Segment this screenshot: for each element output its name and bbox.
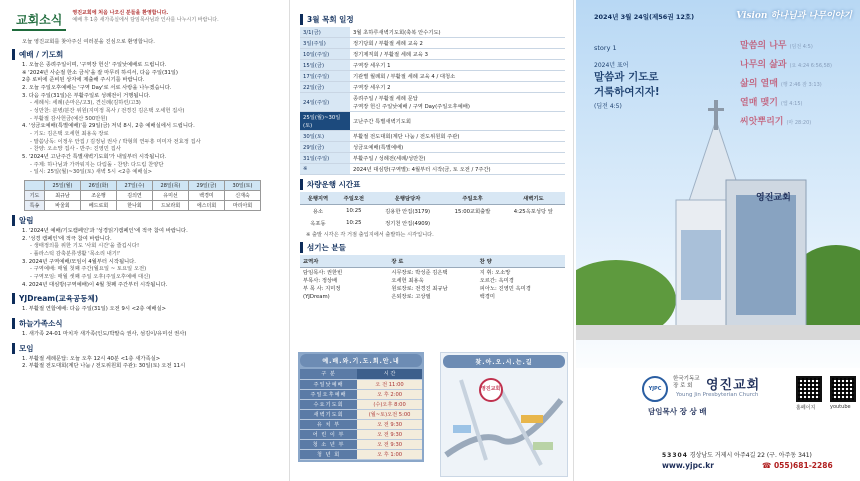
calendar-event: 2024년 대심방(구역별): 4월부터 시작(금, 토 오전 / 7주간) xyxy=(350,164,565,175)
notice-list xyxy=(12,228,281,289)
senior-pastor: 담임목사 장 상 배 xyxy=(648,407,707,416)
bus-cell: 용소 xyxy=(312,209,324,215)
vision-title: Vision 하나님과 나무이야기 xyxy=(736,11,852,21)
worship-item: - 부활절 감사헌금(예산 500만원) xyxy=(30,115,108,122)
calendar-date: ※ xyxy=(300,164,350,175)
bus-header-cell: 운행담당자 xyxy=(372,192,444,205)
theme-reference: (딤전 4:5) xyxy=(594,103,622,111)
prayer-schedule-table xyxy=(24,180,261,211)
calendar-date: 22일(금) xyxy=(300,82,350,93)
vision-verse-ref: (행 2:46 잠 3:13) xyxy=(780,82,822,88)
church-sign-text: 영진교회 xyxy=(756,193,791,203)
calendar-date: 3/1(금) xyxy=(300,27,350,38)
denomination-1: 한국기독교 xyxy=(673,376,700,382)
calendar-row xyxy=(300,164,565,175)
global-list xyxy=(12,331,281,339)
worship-times-cell: 주일오후예배 xyxy=(300,389,357,399)
youtube-qr-label: youtube xyxy=(830,404,851,410)
calendar-row xyxy=(300,82,565,93)
calendar-date: 31일(주일) xyxy=(300,153,350,164)
calendar-heading: 3월 목회 일정 xyxy=(300,14,565,25)
bus-header-cell: 주일오전 xyxy=(336,192,372,205)
worship-times-cell: 새벽기도회 xyxy=(300,409,357,419)
schedule-cell: 기도 xyxy=(25,191,45,201)
worship-times-box xyxy=(298,352,424,462)
servers-col-head: 찬 양 xyxy=(477,255,565,268)
bus-note: ※ 출발 시각은 각 거점 출입지에서 출발하는 시각입니다. xyxy=(306,232,434,238)
schedule-cell: 에스더회 xyxy=(189,201,225,211)
worship-item: 1. 오늘은 종려주일이며, '구역장 헌신' 주일낮예배로 드립니다. xyxy=(22,62,167,68)
directions-title: 찾.아.오.시.는.길 xyxy=(443,355,565,368)
calendar-event: 성금요예배(특별예배) xyxy=(350,142,565,153)
church-address: 53304 경상남도 거제시 아주4길 22 (구. 아주동 341) xyxy=(662,452,812,459)
worship-list xyxy=(12,62,281,177)
bus-row xyxy=(300,217,565,229)
map-drawing xyxy=(441,370,565,470)
church-info xyxy=(576,368,860,481)
worship-item: - 찬양: 오소망 집사 - 반주: 진영민 집사 xyxy=(30,146,121,153)
calendar-row xyxy=(300,131,565,142)
worship-times-cell: 어 린 이 부 xyxy=(300,429,357,439)
vision-verse: 삶의 열매 (행 2:46 잠 3:13) xyxy=(740,79,822,89)
schedule-header-cell: 30일(토) xyxy=(225,181,261,191)
server-entry: 지 휘: 오소망 xyxy=(479,270,511,276)
calendar-event: 정기제직회 / 부활절 세례 교육 3 xyxy=(350,49,565,60)
global-heading: 하늘가족소식 xyxy=(12,318,281,329)
vision-verse: 씨앗뿌리기 (마 28:20) xyxy=(740,117,812,127)
bus-cell: 15:00교회출발 xyxy=(454,209,491,215)
notice-item: 4. 2024년 대심방(구역예배)이 4월 첫째 주간부터 시작됩니다. xyxy=(22,281,168,288)
worship-times-cell: 유 치 부 xyxy=(300,419,357,429)
schedule-cell: 바울회 xyxy=(45,201,81,211)
worship-times-cell: 주일낮예배 xyxy=(300,379,357,389)
schedule-header-cell: 25일(월) xyxy=(45,181,81,191)
theme-label: 2024년 표어 xyxy=(594,62,629,69)
schedule-header-cell: 29일(금) xyxy=(189,181,225,191)
schedule-cell: 김의연 xyxy=(117,191,153,201)
church-building-image xyxy=(576,100,860,340)
schedule-cell: 특송 xyxy=(25,201,45,211)
yj-item: 1. 부활절 연합예배: 다음 주일(31일) 오전 9시 <2층 예배실> xyxy=(22,306,167,313)
worship-item: - 일시: 25일(월)~30일(토) 새벽 5시 <2층 예배실> xyxy=(30,169,153,176)
worship-times-cell: 청 년 회 xyxy=(300,449,357,459)
schedule-cell: 유미선 xyxy=(153,191,189,201)
server-entry: 원로장로: 전경진 최규남 xyxy=(391,285,448,292)
news-note-1: 영진교회에 처음 나오신 분들을 환영합니다. xyxy=(72,10,169,16)
worship-item: 4. '성금요예배(특별예배)'를 29일(금) 저녁 8시, 2층 예배실에서 드립니다. xyxy=(22,123,195,130)
calendar-table xyxy=(300,27,565,175)
worship-item: 5. '2024년 고난주간 특별새벽기도회'가 내일부터 시작됩니다. xyxy=(22,154,167,161)
server-entry: 시무장로: 박성준 김은택 xyxy=(391,270,448,276)
schedule-panel xyxy=(292,0,574,481)
calendar-row xyxy=(300,38,565,49)
church-name: 영진교회 xyxy=(706,378,761,393)
notice-item: - 플라스틱 감축분류생활 '목소리 내기!' xyxy=(30,251,121,258)
yj-list xyxy=(12,306,281,314)
worship-times-row xyxy=(300,379,422,389)
calendar-date: 30일(토) xyxy=(300,131,350,142)
servers-col-head: 교역자 xyxy=(300,255,388,268)
schedule-cell: 백경미 xyxy=(189,191,225,201)
servers-heading: 섬기는 분들 xyxy=(300,242,565,253)
vision-verse-ref: (딤전 4:5) xyxy=(789,44,813,50)
bus-heading: 차량운행 시간표 xyxy=(300,179,565,190)
map-church-label: 영진교회 xyxy=(481,386,501,392)
server-entry: 백경미 xyxy=(479,293,496,300)
worship-heading: 예배 / 기도회 xyxy=(12,49,281,60)
story-label: story 1 xyxy=(594,44,617,52)
calendar-event: 부활주일 / 성례전(세례/성만찬) xyxy=(350,153,565,164)
worship-item: - 주제: 하나님과 가까워지는 다림돌 - 찬양: 다드림 찬양단 xyxy=(30,161,164,168)
homepage-qr-icon[interactable] xyxy=(796,376,822,402)
issue-date: 2024년 3월 24일(제56권 12호) xyxy=(594,13,695,21)
notice-item: 3. 2024년 구역예배/모임이 4월부터 시작됩니다. xyxy=(22,258,136,265)
worship-times-row xyxy=(300,419,422,429)
bus-header-cell: 주일오후 xyxy=(443,192,501,205)
calendar-row xyxy=(300,153,565,164)
worship-item: 2. 오늘 주일오후예배는 '구역 Day'로 서로 사랑을 나누겠습니다. xyxy=(22,85,172,92)
worship-item: - 말씀낭독: 이정우 안집 / 김정님 권사 / 박형희 연두흥 미미자 전효정 집사 xyxy=(30,138,201,145)
worship-times-cell: 오 후 2:00 xyxy=(357,389,422,399)
schedule-cell: 최규남 xyxy=(45,191,81,201)
calendar-event: 기관별 월례회 / 부활절 세례 교육 4 / 대청소 xyxy=(350,71,565,82)
schedule-cell: 조운행 xyxy=(81,191,117,201)
bus-cell: 10:25 xyxy=(346,220,362,226)
server-entry: 은퇴장로: 고상필 xyxy=(391,293,431,300)
bus-header-cell: 새벽기도 xyxy=(502,192,565,205)
schedule-cell: 한나회 xyxy=(117,201,153,211)
notice-item: 2. '성경 캠페인'에 적극 참여 바랍니다. xyxy=(22,235,112,242)
worship-times-cell: 오 전 9:30 xyxy=(357,429,422,439)
bus-cell: 김용한 안집(3179) xyxy=(385,209,431,215)
server-entry: (YJDream) xyxy=(303,293,330,300)
bus-cell: 옥포동 xyxy=(310,221,326,227)
worship-times-cell: (수)오후 8:00 xyxy=(357,399,422,409)
calendar-date: 10일(주일) xyxy=(300,49,350,60)
denomination-2: 장 로 회 xyxy=(673,383,693,390)
worship-times-row xyxy=(300,389,422,399)
bus-cell xyxy=(443,217,501,229)
church-name-english: Young Jin Presbyterian Church xyxy=(676,392,759,398)
church-website-link[interactable]: www.yjpc.kr xyxy=(662,461,714,470)
youtube-qr-icon[interactable] xyxy=(830,376,856,402)
news-note-2: 예배 후 1층 새가족실에서 담임목사님과 인사를 나누시기 바랍니다. xyxy=(72,17,219,23)
servers-table xyxy=(300,255,565,304)
calendar-row xyxy=(300,93,565,112)
calendar-row xyxy=(300,27,565,38)
meeting-list xyxy=(12,356,281,371)
worship-times-row xyxy=(300,449,422,459)
worship-item: - 성만찬: 분병/분잔 위원(지미정 목사 / 전경진 김은택 오세헌 집사) xyxy=(30,108,185,115)
vision-verse: 열매 맺기 (엡 4:15) xyxy=(740,98,803,108)
worship-times-title: 예.배.와.기.도.회.안.내 xyxy=(300,354,422,367)
worship-times-table xyxy=(300,369,422,460)
calendar-row xyxy=(300,142,565,153)
schedule-cell: 베드로회 xyxy=(81,201,117,211)
server-entry: 부 목 사: 지미정 xyxy=(303,285,341,292)
welcome-text: 오늘 영진교회를 찾아주신 여러분을 진심으로 환영합니다. xyxy=(22,39,155,45)
vision-verse: 나무의 삶과 (요 4:24 6:56,58) xyxy=(740,60,832,70)
notice-item: - 구역예배: 매월 첫째 주간(월요일 ~ 토요일 오전) xyxy=(30,266,147,273)
cover-panel xyxy=(576,0,860,481)
vision-verse-ref: (엡 4:15) xyxy=(780,101,803,107)
homepage-qr-label: 홈페이지 xyxy=(796,405,816,411)
calendar-row xyxy=(300,112,565,131)
worship-times-header: 시 간 xyxy=(357,369,422,379)
schedule-cell: 마리아회 xyxy=(225,201,261,211)
calendar-row xyxy=(300,60,565,71)
global-item: 1. 새가족 24-01 마치자 새가족(인도/박말숙 권사, 섬김이/유미선 권사) xyxy=(22,331,187,338)
bus-cell: 10:25 xyxy=(346,208,362,214)
vision-verse: 말씀의 나무 (딤전 4:5) xyxy=(740,41,813,51)
directions-map xyxy=(440,352,568,477)
worship-times-row xyxy=(300,439,422,449)
news-title: 교회소식 xyxy=(12,10,66,31)
vision-verse-ref: (요 4:24 6:56,58) xyxy=(789,63,832,69)
bus-header-cell: 운행지역 xyxy=(300,192,336,205)
worship-times-cell: 오 전 11:00 xyxy=(357,379,422,389)
yj-heading: YJDream(교육공동체) xyxy=(12,293,281,304)
calendar-row xyxy=(300,49,565,60)
calendar-date: 24일(주일) xyxy=(300,93,350,112)
theme-line-1: 말씀과 기도로 xyxy=(594,71,659,83)
worship-times-cell: 오 후 1:00 xyxy=(357,449,422,459)
schedule-header-cell: 28일(목) xyxy=(153,181,189,191)
worship-item: ※ '2024년 사순절 한소 금식'을 잘 마무리 하셔서, 다음 주일(31일) xyxy=(22,69,178,76)
worship-times-cell: (월~토)오전 5:00 xyxy=(357,409,422,419)
calendar-date: 25일(월)~30일(토) xyxy=(300,112,350,131)
meeting-heading: 모임 xyxy=(12,343,281,354)
bus-cell: 정기천 안집(4909) xyxy=(385,221,431,227)
notice-item: 1. '2024년 예배/기도캠페인'과 '성경읽기캠페인'에 적극 참여 바랍니다. xyxy=(22,228,188,235)
bus-cell xyxy=(502,217,565,229)
notice-heading: 알림 xyxy=(12,215,281,226)
schedule-header-cell: 26일(화) xyxy=(81,181,117,191)
calendar-event: 구역장 세우기 2 xyxy=(350,82,565,93)
calendar-event: 종려주일 / 부활절 세례 문답 구역장 헌신 주일낮예배 / 구역 Day(주일오후예배) xyxy=(350,93,565,112)
bus-row xyxy=(300,205,565,218)
calendar-date: 3일(주일) xyxy=(300,38,350,49)
church-logo-icon: YJPC xyxy=(642,376,668,402)
worship-times-header: 구 분 xyxy=(300,369,357,379)
worship-times-cell: 오 전 9:30 xyxy=(357,419,422,429)
worship-times-row xyxy=(300,399,422,409)
calendar-event: 고난주간 특별새벽기도회 xyxy=(350,112,565,131)
schedule-cell: 드보라회 xyxy=(153,201,189,211)
calendar-event: 부활절 전도대회(계단 나눔 / 전도위원회 주관) xyxy=(350,131,565,142)
calendar-row xyxy=(300,71,565,82)
schedule-header-cell xyxy=(25,181,45,191)
calendar-date: 15일(금) xyxy=(300,60,350,71)
worship-item: 3. 다음 주일(31일)은 부활주일로 성례전이 거행됩니다. xyxy=(22,92,151,99)
worship-times-cell: 오 전 9:30 xyxy=(357,439,422,449)
meeting-item: 2. 부활절 전도대회(계단 나눔 / 전도위원회 주관): 30일(토) 오전 11시 xyxy=(22,363,186,370)
news-panel xyxy=(0,0,290,481)
server-entry: 오세헌 최용욱 xyxy=(391,277,424,284)
calendar-event: 3월 초하루새벽기도회(축복 안수기도) xyxy=(350,27,565,38)
meeting-item: 1. 부활절 세례문답: 오늘 오후 12시 40분 <1층 새가족실> xyxy=(22,355,161,362)
calendar-event: 구역장 세우기 1 xyxy=(350,60,565,71)
calendar-date: 17일(주일) xyxy=(300,71,350,82)
bus-cell: 4:25옥포성당 앞 xyxy=(513,209,553,215)
theme-line-2: 거룩하여지자! xyxy=(594,86,660,99)
servers-col-head: 장 로 xyxy=(388,255,476,268)
bus-table xyxy=(300,192,565,229)
worship-times-row xyxy=(300,409,422,419)
server-entry: 오르간: 옥미경 xyxy=(479,277,514,284)
worship-item: - 기도: 김은택 오세헌 최용욱 장로 xyxy=(30,131,109,138)
worship-item: - 세례식: 세례(손마은/고3), 견신례(김하린/고3) xyxy=(30,100,141,107)
server-entry: 피아노: 진영민 옥미경 xyxy=(479,285,531,292)
worship-times-cell: 수요기도회 xyxy=(300,399,357,409)
schedule-header-cell: 27일(수) xyxy=(117,181,153,191)
calendar-date: 29일(금) xyxy=(300,142,350,153)
notice-item: - 구역모임: 매월 셋째 주일 오후(주일오후예배 대신) xyxy=(30,274,151,281)
calendar-event: 정기당회 / 부활절 세례 교육 2 xyxy=(350,38,565,49)
vision-verse-ref: (마 28:20) xyxy=(786,120,812,126)
server-entry: 담임목사: 권한빈 xyxy=(303,270,343,276)
server-entry: 부목사: 정상배 xyxy=(303,277,338,284)
notice-item: - 생태정의를 위한 기도 '사회 시간'을 즐깁시다! xyxy=(30,243,140,250)
news-header xyxy=(12,10,281,31)
schedule-cell: 신재숙 xyxy=(225,191,261,201)
worship-item: 2층 로비에 준비된 상자에 제출해 주시기를 바랍니다. xyxy=(22,77,145,84)
worship-times-row xyxy=(300,429,422,439)
worship-times-cell: 청 소 년 부 xyxy=(300,439,357,449)
church-phone: ☎ 055)681-2286 xyxy=(762,461,833,470)
